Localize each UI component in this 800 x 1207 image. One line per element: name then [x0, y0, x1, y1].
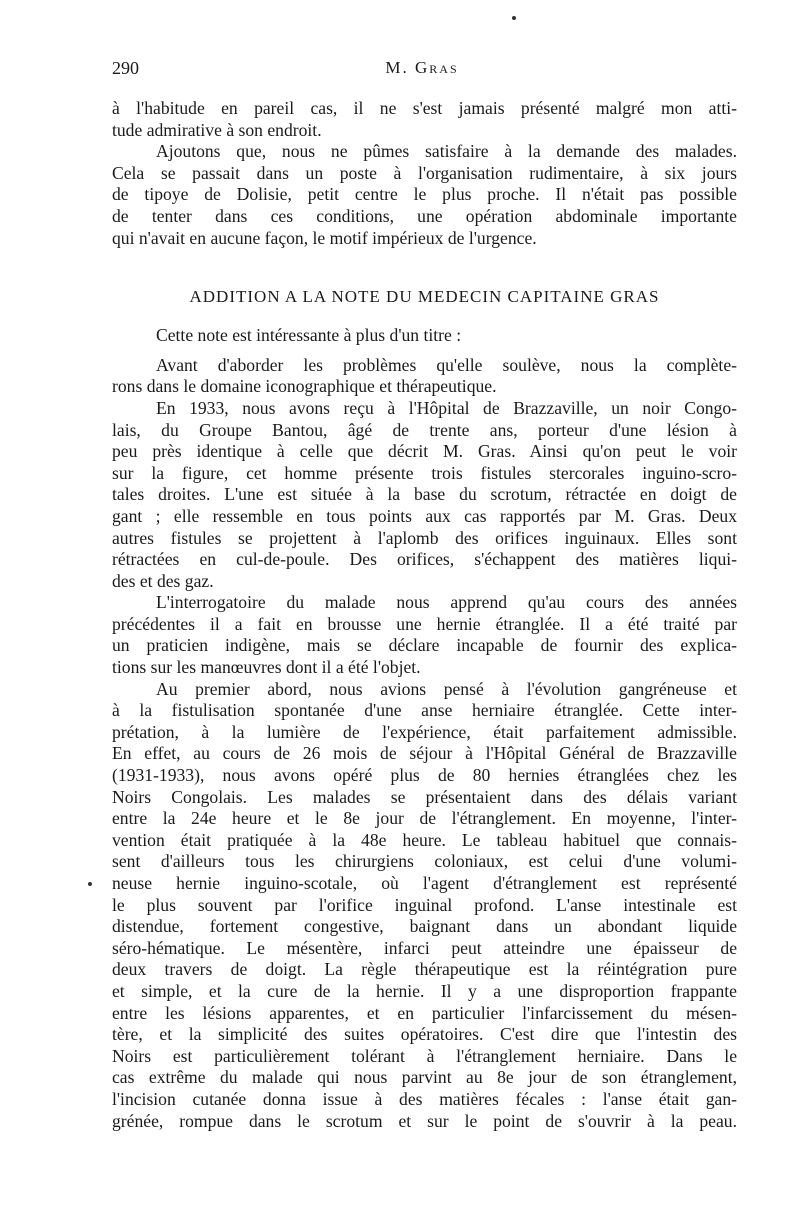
text-line: rons dans le domaine iconographique et thérapeutique.	[112, 376, 497, 397]
text-line: entre les lésions apparentes, et en particulier l'infarcissement du mésen-	[112, 1002, 737, 1023]
page-number: 290	[112, 58, 139, 78]
text-line: distendue, fortement congestive, baignant dans un abondant liquide	[112, 916, 737, 937]
page-body	[112, 98, 737, 1132]
running-head: M. Gras	[385, 58, 459, 77]
text-line: de tipoye de Dolisie, petit centre le plus proche. Il n'était pas possible	[112, 184, 737, 205]
text-line: prétation, à la lumière de l'expérience, était parfaitement admissible.	[112, 721, 737, 742]
text-line: Cette note est intéressante à plus d'un titre :	[156, 325, 462, 346]
text-line: et simple, et la cure de la hernie. Il y a une disproportion frappante	[112, 980, 737, 1001]
text-line: séro-hématique. Le mésentère, infarci peut atteindre une épaisseur de	[112, 937, 737, 958]
text-line: Ajoutons que, nous ne pûmes satisfaire à la demande des malades.	[156, 141, 737, 162]
stray-mark	[512, 16, 516, 20]
text-line: sur la figure, cet homme présente trois fistules stercorales inguino-scro-	[112, 462, 737, 483]
text-line: Noirs Congolais. Les malades se présentaient dans des délais variant	[112, 786, 737, 807]
text-line: Noirs est particulièrement tolérant à l'étranglement herniaire. Dans le	[112, 1045, 737, 1066]
text-line: lais, du Groupe Bantou, âgé de trente ans, porteur d'une lésion à	[112, 419, 737, 440]
text-line: tude admirative à son endroit.	[112, 119, 322, 140]
text-line: En 1933, nous avons reçu à l'Hôpital de Brazzaville, un noir Congo-	[156, 397, 737, 418]
text-line: précédentes il a fait en brousse une hernie étranglée. Il a été traité par	[112, 613, 737, 634]
text-line: entre la 24e heure et le 8e jour de l'étranglement. En moyenne, l'inter-	[112, 808, 737, 829]
text-line: (1931-1933), nous avons opéré plus de 80 hernies étranglées chez les	[112, 765, 737, 786]
text-line: le plus souvent par l'orifice inguinal profond. L'anse intestinale est	[112, 894, 737, 915]
text-line: tales droites. L'une est située à la base du scrotum, rétractée en doigt de	[112, 484, 737, 505]
intro-paragraphs	[112, 98, 737, 249]
page-header	[112, 58, 732, 82]
text-line: tions sur les manœuvres dont il a été l'objet.	[112, 657, 421, 678]
text-line: En effet, au cours de 26 mois de séjour à l'Hôpital Général de Brazzaville	[112, 743, 737, 764]
text-line: neuse hernie inguino-scotale, où l'agent d'étranglement est représenté	[112, 873, 737, 893]
text-line: des et des gaz.	[112, 570, 214, 591]
text-line: un praticien indigène, mais se déclare incapable de fournir des explica-	[112, 635, 737, 656]
text-line: à la fistulisation spontanée d'une anse herniaire étranglée. Cette inter-	[112, 700, 737, 721]
text-line: tère, et la simplicité des suites opératoires. C'est dire que l'intestin des	[112, 1024, 737, 1045]
text-line: Au premier abord, nous avions pensé à l'évolution gangréneuse et	[156, 678, 737, 699]
text-line: Cela se passait dans un poste à l'organisation rudimentaire, à six jours	[112, 162, 737, 183]
text-line: vention était pratiquée à la 48e heure. Le tableau habituel que connais-	[112, 829, 737, 850]
text-line: à l'habitude en pareil cas, il ne s'est jamais présenté malgré mon atti-	[112, 98, 737, 118]
text-line: grénée, rompue dans le scrotum et sur le point de s'ouvrir à la peau.	[112, 1110, 737, 1131]
text-line: l'incision cutanée donna issue à des matières fécales : l'anse était gan-	[112, 1088, 737, 1109]
text-line: peu près identique à celle que décrit M. Gras. Ainsi qu'on peut le voir	[112, 441, 737, 462]
section-paragraphs	[112, 325, 737, 1132]
text-line: rétractées en cul-de-poule. Des orifices, s'échappent des matières liqui-	[112, 549, 737, 570]
text-line: autres fistules se projettent à l'aplomb des orifices inguinaux. Elles sont	[112, 527, 737, 548]
text-line: de tenter dans ces conditions, une opération abdominale importante	[112, 205, 737, 226]
text-line: cas extrême du malade qui nous parvint au 8e jour de son étranglement,	[112, 1067, 737, 1088]
text-line: gant ; elle ressemble en tous points aux cas rapportés par M. Gras. Deux	[112, 505, 737, 526]
text-line: deux travers de doigt. La règle thérapeutique est la réintégration pure	[112, 959, 737, 980]
section-title: ADDITION A LA NOTE DU MEDECIN CAPITAINE GRAS	[189, 287, 660, 307]
text-line: Avant d'aborder les problèmes qu'elle soulève, nous la complète-	[156, 354, 737, 375]
stray-mark	[88, 882, 92, 886]
text-line: L'interrogatoire du malade nous apprend qu'au cours des années	[156, 592, 737, 613]
text-line: sent d'ailleurs tous les chirurgiens coloniaux, est celui d'une volumi-	[112, 851, 737, 872]
text-line: qui n'avait en aucune façon, le motif impérieux de l'urgence.	[112, 227, 537, 248]
